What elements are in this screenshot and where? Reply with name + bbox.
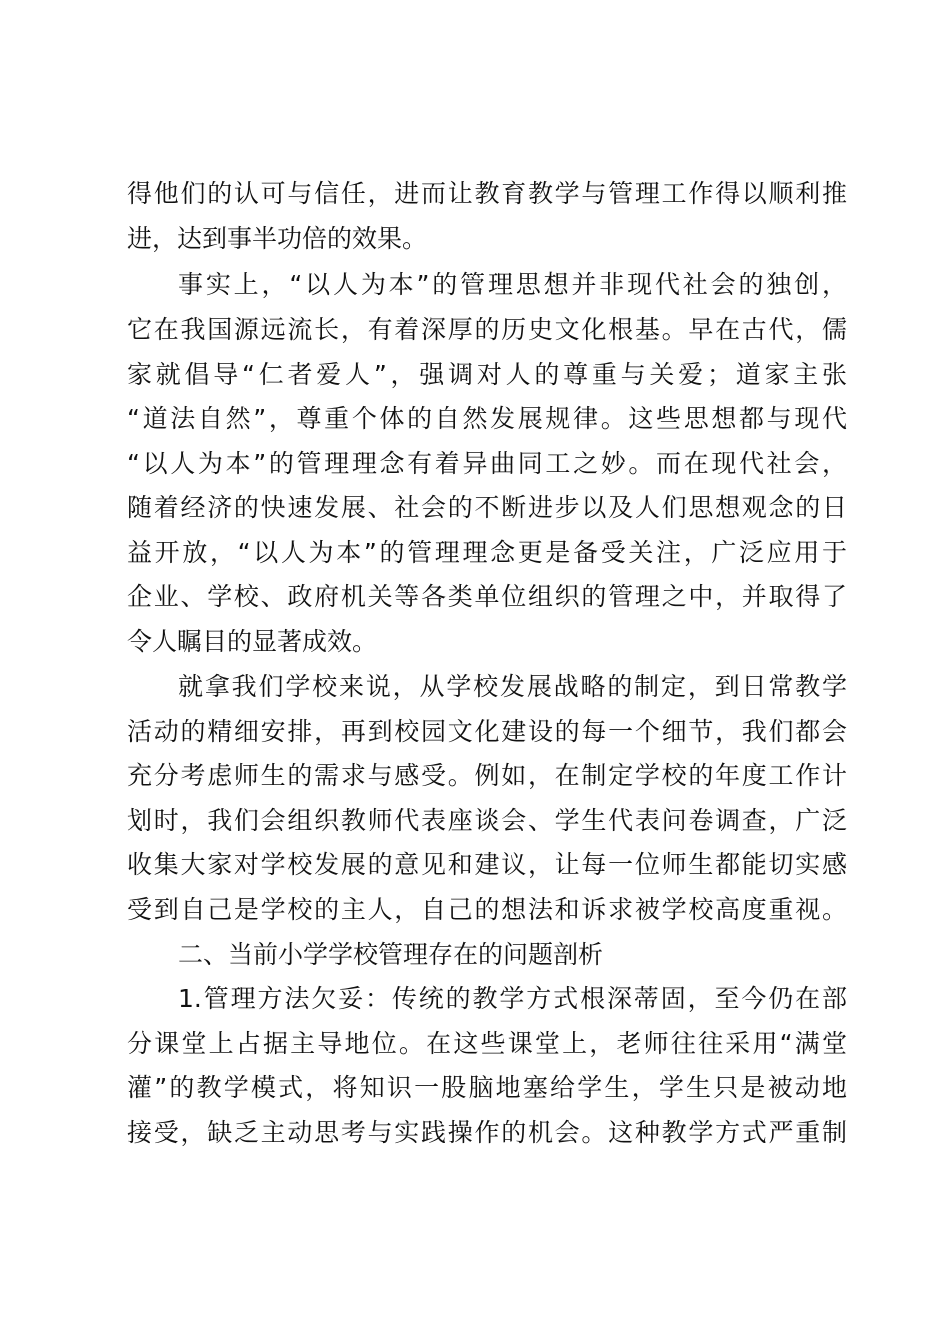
text-line-1: 得他们的认可与信任，进而让教育教学与管理工作得以顺利推	[127, 179, 847, 208]
text-line-22: 接受，缺乏主动思考与实践操作的机会。这种教学方式严重制	[127, 1118, 847, 1147]
text-line-3: 事实上，“以人为本”的管理思想并非现代社会的独创，	[178, 270, 847, 299]
text-line-10: 企业、学校、政府机关等各类单位组织的管理之中，并取得了	[127, 582, 847, 611]
text-line-19: 1.管理方法欠妥：传统的教学方式根深蒂固，至今仍在部	[178, 984, 847, 1013]
text-line-15: 划时，我们会组织教师代表座谈会、学生代表问卷调查，广泛	[127, 806, 847, 835]
section-heading: 二、当前小学学校管理存在的问题剖析	[178, 940, 604, 969]
text-line-17: 受到自己是学校的主人，自己的想法和诉求被学校高度重视。	[127, 895, 847, 924]
text-line-9: 益开放，“以人为本”的管理理念更是备受关注，广泛应用于	[127, 538, 847, 567]
text-line-4: 它在我国源远流长，有着深厚的历史文化根基。早在古代，儒	[127, 315, 847, 344]
text-line-2: 进，达到事半功倍的效果。	[127, 224, 428, 253]
text-line-21: 灌”的教学模式，将知识一股脑地塞给学生，学生只是被动地	[127, 1073, 847, 1102]
text-line-12: 就拿我们学校来说，从学校发展战略的制定，到日常教学	[178, 672, 847, 701]
text-line-13: 活动的精细安排，再到校园文化建设的每一个细节，我们都会	[127, 717, 847, 746]
text-line-16: 收集大家对学校发展的意见和建议，让每一位师生都能切实感	[127, 850, 847, 879]
text-line-11: 令人瞩目的显著成效。	[127, 627, 378, 656]
text-line-7: “以人为本”的管理理念有着异曲同工之妙。而在现代社会，	[127, 449, 847, 478]
text-line-5: 家就倡导“仁者爱人”，强调对人的尊重与关爱；道家主张	[127, 360, 847, 389]
text-line-6: “道法自然”，尊重个体的自然发展规律。这些思想都与现代	[127, 404, 847, 433]
text-line-14: 充分考虑师生的需求与感受。例如，在制定学校的年度工作计	[127, 761, 847, 790]
text-line-20: 分课堂上占据主导地位。在这些课堂上，老师往往采用“满堂	[127, 1029, 847, 1058]
text-line-8: 随着经济的快速发展、社会的不断进步以及人们思想观念的日	[127, 493, 847, 522]
